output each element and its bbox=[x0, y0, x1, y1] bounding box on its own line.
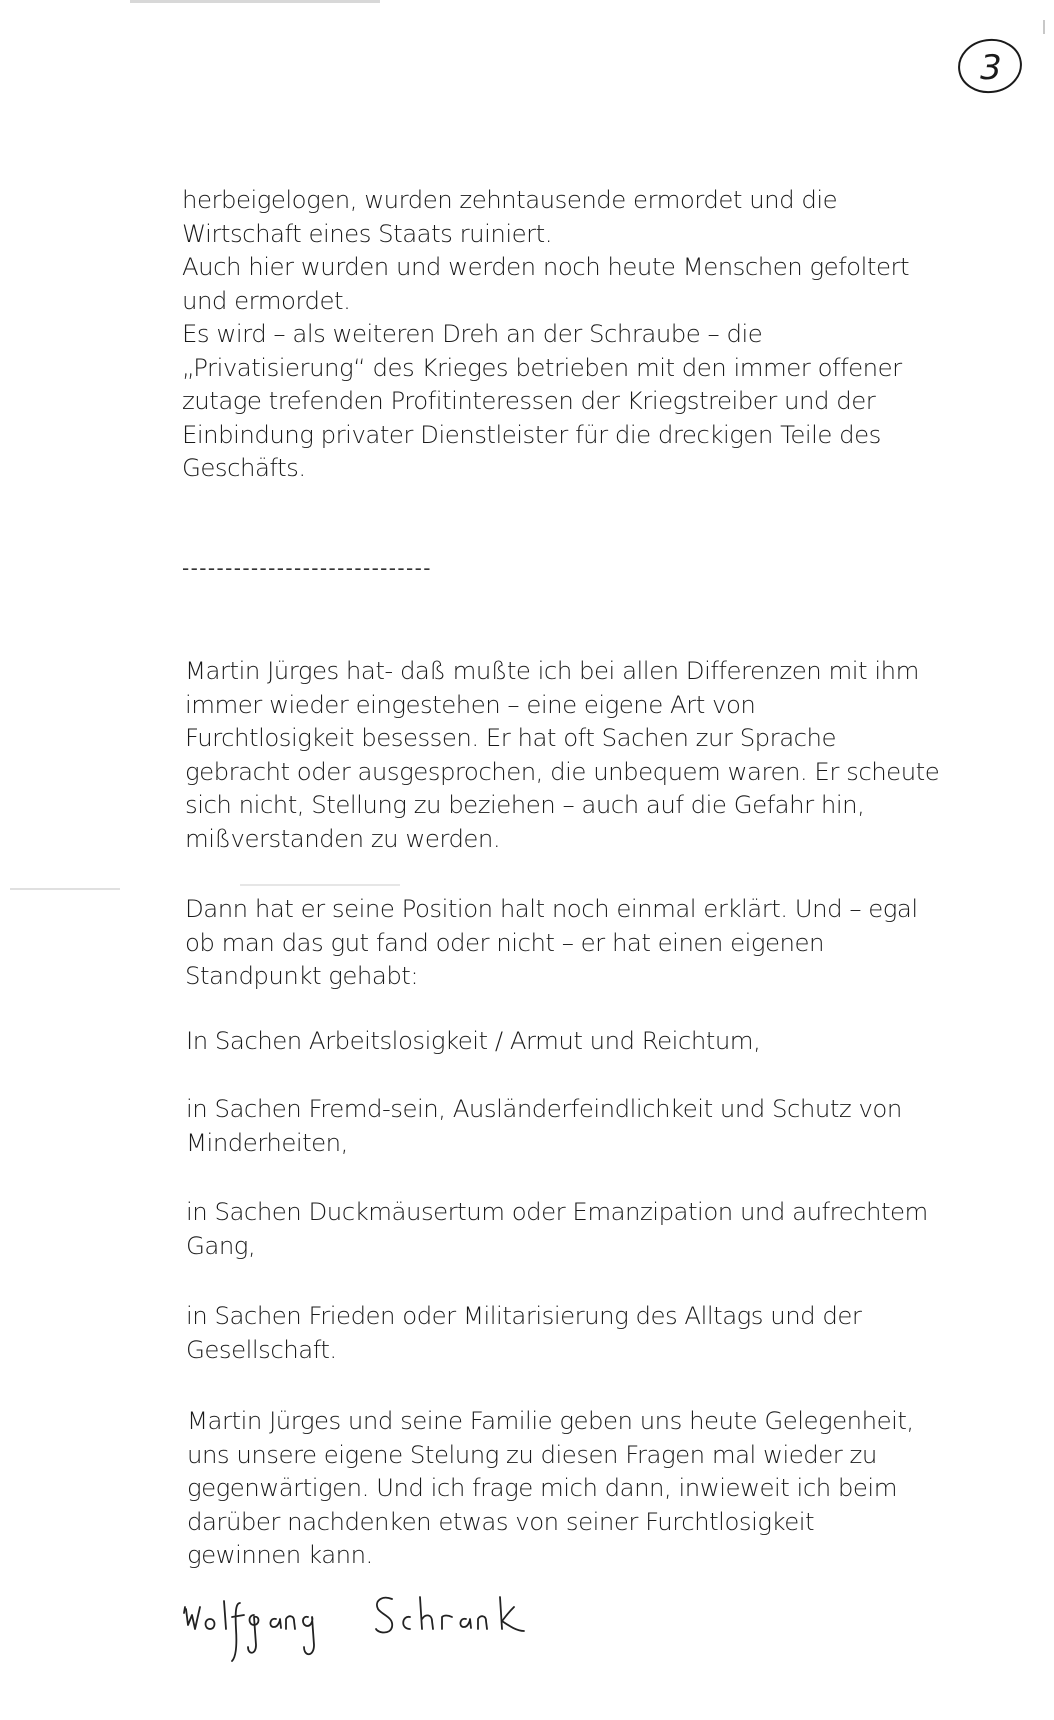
scan-artifact-right bbox=[1043, 20, 1045, 34]
text-line: herbeigelogen, wurden zehntausende ermordet und die bbox=[182, 185, 838, 214]
paragraph-duckmaeusertum bbox=[186, 1195, 928, 1262]
text-line: gegenwärtigen. Und ich frage mich dann, inwieweit ich beim bbox=[187, 1473, 897, 1502]
text-line: gebracht oder ausgesprochen, die unbequem waren. Er scheute bbox=[185, 756, 940, 786]
text-line: immer wieder eingestehen – eine eigene Art von bbox=[185, 689, 756, 719]
text-line: gewinnen kann. bbox=[187, 1540, 373, 1569]
scan-artifact-top bbox=[130, 0, 380, 3]
text-line: Gang, bbox=[186, 1230, 256, 1260]
paragraph-arbeitslosigkeit bbox=[186, 1024, 760, 1058]
text-line: Geschäfts. bbox=[182, 453, 306, 482]
text-line: sich nicht, Stellung zu beziehen – auch auf die Gefahr hin, bbox=[185, 790, 865, 819]
text-line: Wirtschaft eines Staats ruiniert. bbox=[182, 218, 552, 248]
text-line: ob man das gut fand oder nicht – er hat einen eigenen bbox=[185, 927, 824, 957]
text-line: Furchtlosigkeit besessen. Er hat oft Sachen zur Sprache bbox=[185, 723, 837, 752]
text-line: Auch hier wurden und werden noch heute Menschen gefoltert bbox=[182, 252, 910, 281]
text-line: in Sachen Frieden oder Militarisierung des Alltags und der bbox=[186, 1301, 862, 1330]
text-line: und ermordet. bbox=[182, 285, 351, 315]
text-line: Minderheiten, bbox=[186, 1127, 348, 1157]
text-line: In Sachen Arbeitslosigkeit / Armut und Reichtum, bbox=[186, 1026, 761, 1055]
text-line: Gesellschaft. bbox=[186, 1334, 337, 1364]
text-line: in Sachen Duckmäusertum oder Emanzipation und aufrechtem bbox=[186, 1197, 928, 1226]
text-line: Standpunkt gehabt: bbox=[185, 961, 419, 990]
page-number-circle bbox=[955, 35, 1025, 97]
text-line: „Privatisierung“ des Krieges betrieben mit den immer offener bbox=[182, 352, 902, 382]
paragraph-frieden bbox=[186, 1299, 861, 1366]
page-number: 3 bbox=[980, 48, 1002, 88]
scan-artifact-mid bbox=[240, 884, 400, 886]
paragraph-fremd-sein bbox=[186, 1092, 902, 1159]
paragraph-standpunkt bbox=[185, 892, 918, 993]
text-line: Es wird – als weiteren Dreh an der Schraube – die bbox=[182, 319, 763, 348]
paragraph-gelegenheit bbox=[187, 1404, 914, 1572]
text-line: mißverstanden zu werden. bbox=[185, 823, 501, 853]
text-line: darüber nachdenken etwas von seiner Furchtlosigkeit bbox=[187, 1506, 815, 1536]
text-line: Martin Jürges hat- daß mußte ich bei allen Differenzen mit ihm bbox=[185, 656, 919, 685]
text-line: in Sachen Fremd-sein, Ausländerfeindlichkeit und Schutz von bbox=[186, 1094, 902, 1123]
text-line: Dann hat er seine Position halt noch einmal erklärt. Und – egal bbox=[185, 894, 918, 923]
text-line: zutage trefenden Profitinteressen der Kriegstreiber und der bbox=[182, 386, 876, 415]
scan-artifact-left bbox=[10, 888, 120, 890]
text-line: uns unsere eigene Stelung zu diesen Fragen mal wieder zu bbox=[187, 1439, 877, 1469]
text-line: Einbindung privater Dienstleister für die dreckigen Teile des bbox=[182, 419, 881, 449]
paragraph-furchtlosigkeit bbox=[185, 654, 939, 855]
section-separator: ----------------------------- bbox=[182, 556, 432, 580]
handwritten-signature bbox=[180, 1585, 580, 1705]
top-paragraph bbox=[182, 183, 909, 485]
text-line: Martin Jürges und seine Familie geben uns heute Gelegenheit, bbox=[187, 1406, 914, 1435]
